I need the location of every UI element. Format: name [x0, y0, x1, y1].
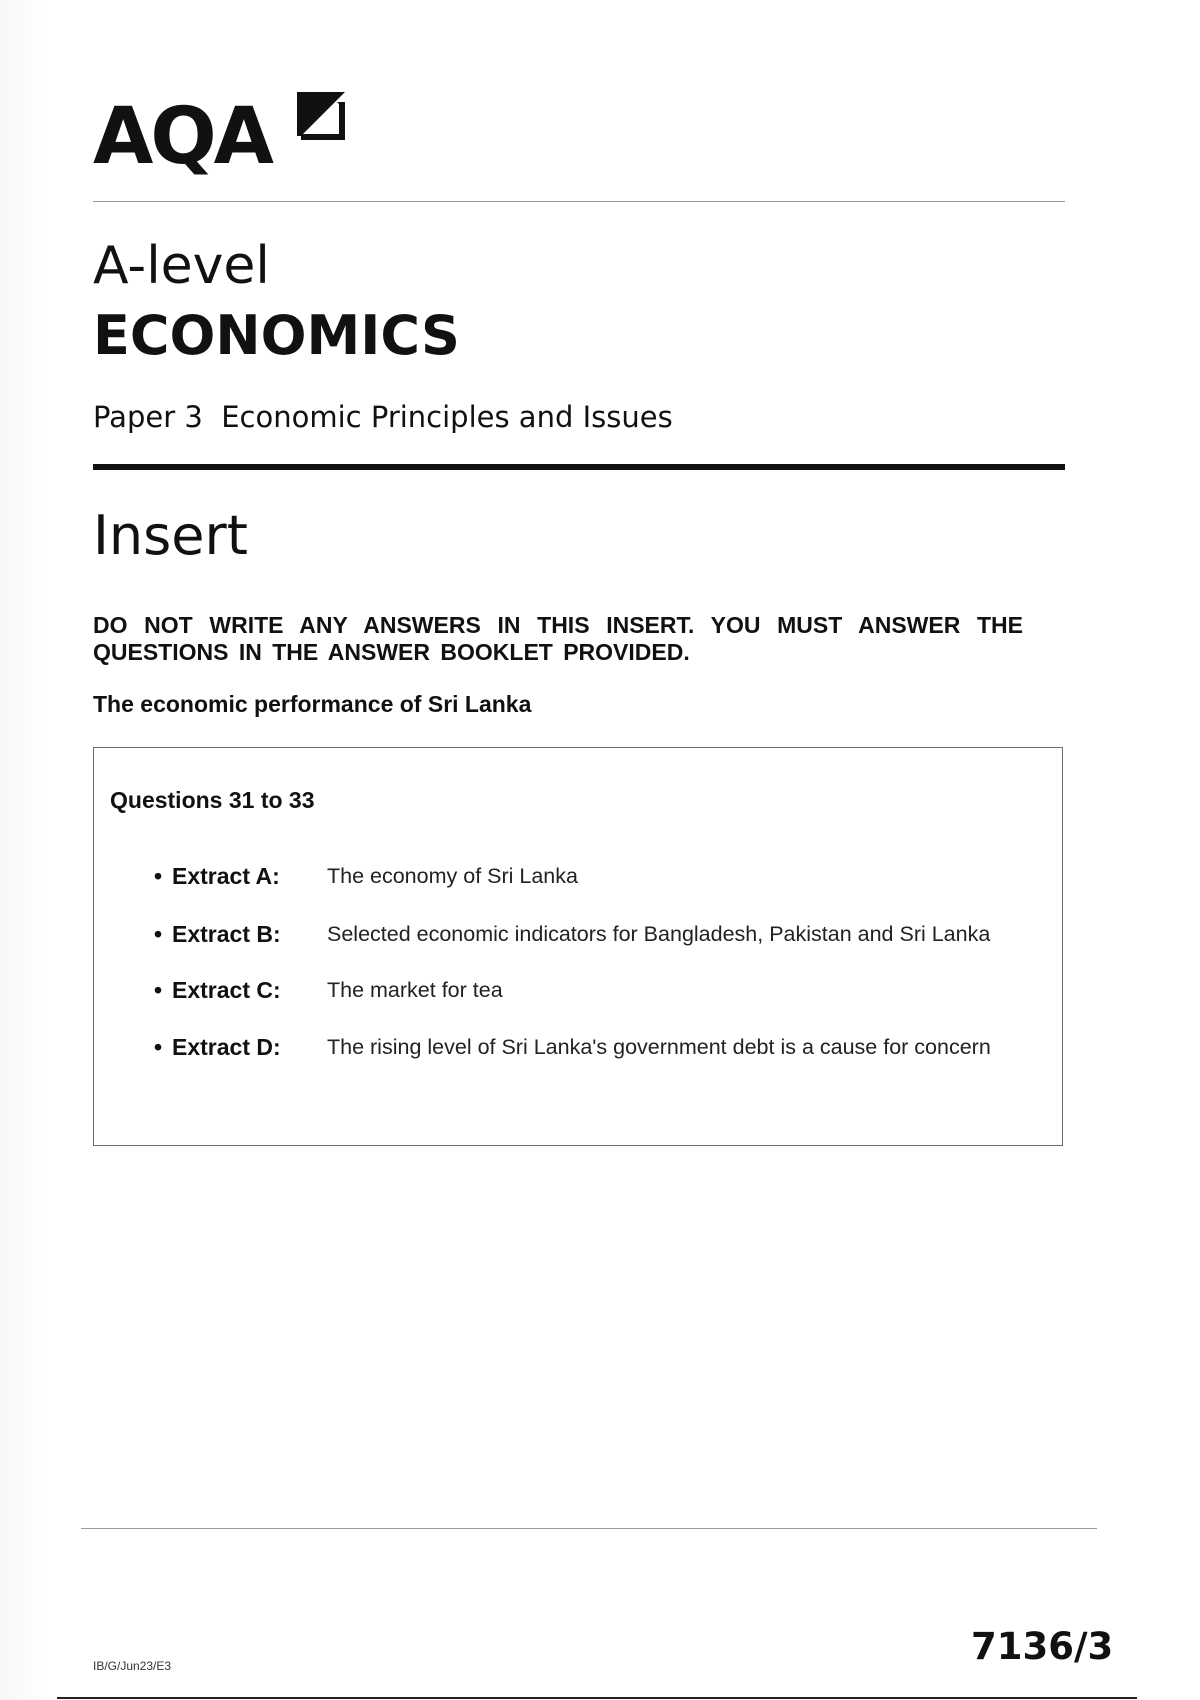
extract-description: The market for tea	[327, 978, 503, 1002]
logo-text: AQA	[93, 92, 272, 182]
extract-description: The economy of Sri Lanka	[327, 864, 578, 888]
extract-description: The rising level of Sri Lanka's government debt is a cause for concern	[327, 1035, 991, 1059]
logo-mark-icon	[293, 88, 349, 144]
extract-item-d	[154, 1032, 1054, 1062]
page-bottom-edge	[57, 1697, 1137, 1699]
bullet-icon: •	[154, 863, 163, 889]
extract-item-a	[154, 861, 1054, 891]
subject-title: ECONOMICS	[93, 304, 460, 367]
questions-heading: Questions 31 to 33	[110, 787, 315, 813]
extract-description: Selected economic indicators for Bangladesh, Pakistan and Sri Lanka	[327, 922, 991, 946]
extracts-box	[93, 747, 1063, 1146]
insert-title: Insert	[93, 504, 248, 567]
header-divider	[93, 201, 1065, 202]
qualification-level: A-level	[93, 236, 270, 296]
extract-label: Extract A:	[172, 863, 280, 889]
bullet-icon: •	[154, 1034, 163, 1060]
extract-item-b	[154, 919, 1054, 949]
page-shadow	[0, 0, 47, 1700]
paper-title: Paper 3 Economic Principles and Issues	[93, 400, 673, 434]
extract-label: Extract C:	[172, 977, 281, 1003]
aqa-logo	[93, 88, 353, 183]
extract-label: Extract D:	[172, 1034, 281, 1060]
paper-code: 7136/3	[971, 1625, 1114, 1668]
bullet-icon: •	[154, 921, 163, 947]
title-divider	[93, 464, 1065, 470]
footer-divider	[81, 1528, 1097, 1529]
extract-item-c	[154, 975, 1054, 1005]
bullet-icon: •	[154, 977, 163, 1003]
insert-topic: The economic performance of Sri Lanka	[93, 691, 532, 717]
instruction-warning: DO NOT WRITE ANY ANSWERS IN THIS INSERT. YOU MUST ANSWER THE QUESTIONS IN THE ANSWER BOOKLET PROVIDED.	[93, 612, 1023, 665]
extract-label: Extract B:	[172, 921, 281, 947]
document-page	[47, 0, 1197, 1700]
document-reference-code: IB/G/Jun23/E3	[93, 1659, 172, 1673]
